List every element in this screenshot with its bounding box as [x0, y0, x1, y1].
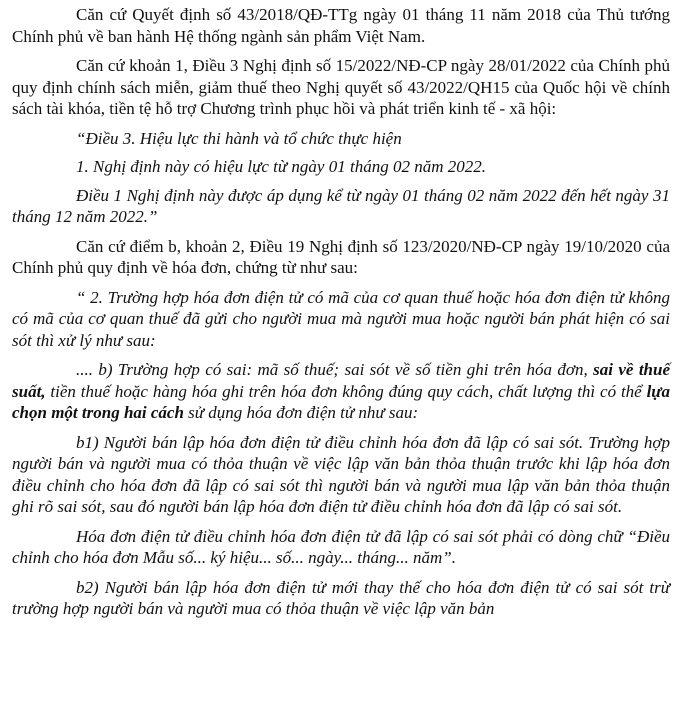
quote-adjustment-note: Hóa đơn điện tử điều chỉnh hóa đơn điện tử đã lập có sai sót phải có dòng chữ “Điều chỉnh cho hóa đơn Mẫu số... ký hiệu... số... ngày... tháng... năm”.	[12, 526, 670, 567]
paragraph-decree-123: Căn cứ điểm b, khoản 2, Điều 19 Nghị định số 123/2020/NĐ-CP ngày 19/10/2020 của Chính phủ quy định về hóa đơn, chứng từ như sau:	[12, 236, 670, 277]
paragraph-decree-15: Căn cứ khoản 1, Điều 3 Nghị định số 15/2022/NĐ-CP ngày 28/01/2022 của Chính phủ quy định chính sách miễn, giảm thuế theo Nghị quyết số 43/2022/QH15 của Quốc hội về chính sách tài khóa, tiền tệ hỗ trợ Chương trình phục hồi và phát triển kinh tế - xã hội:	[12, 56, 670, 118]
quote-point-b	[12, 359, 670, 424]
point-b-text-3: sử dụng hóa đơn điện tử như sau:	[183, 403, 419, 422]
point-b-text-1: .... b) Trường hợp có sai: mã số thuế; sai sót về số tiền ghi trên hóa đơn,	[76, 360, 594, 379]
highlight-two-options: lựa chọn một trong hai cách	[12, 381, 670, 422]
quote-article-3-heading: “Điều 3. Hiệu lực thi hành và tổ chức thực hiện	[76, 128, 402, 148]
highlight-tax-rate-error: sai về thuế suất,	[12, 360, 670, 401]
quote-article-3-clause-1: 1. Nghị định này có hiệu lực từ ngày 01 tháng 02 năm 2022.	[76, 157, 486, 176]
quote-clause-2: “ 2. Trường hợp hóa đơn điện tử có mã của cơ quan thuế hoặc hóa đơn điện tử không có mã của cơ quan thuế đã gửi cho người mua mà người mua hoặc người bán phát hiện có sai sót thì xử lý như sau:	[12, 287, 670, 350]
quote-point-b2: b2) Người bán lập hóa đơn điện tử mới thay thế cho hóa đơn điện tử có sai sót trừ trường hợp người bán và người mua có thỏa thuận về việc lập văn bản	[12, 577, 670, 618]
point-b-text-2: tiền thuế hoặc hàng hóa ghi trên hóa đơn không đúng quy cách, chất lượng thì có thể	[45, 381, 647, 401]
quote-article-3-clause-1-detail: Điều 1 Nghị định này được áp dụng kể từ ngày 01 tháng 02 năm 2022 đến hết ngày 31 tháng 12 năm 2022.”	[12, 185, 670, 226]
paragraph-decision-43: Căn cứ Quyết định số 43/2018/QĐ-TTg ngày 01 tháng 11 năm 2018 của Thủ tướng Chính phủ về ban hành Hệ thống ngành sản phẩm Việt Nam.	[12, 5, 670, 46]
quote-point-b1: b1) Người bán lập hóa đơn điện tử điều chỉnh hóa đơn đã lập có sai sót. Trường hợp người bán và người mua có thỏa thuận về việc lập văn bản thỏa thuận trước khi lập hóa đơn điều chỉnh cho hóa đơn đã lập có sai sót thì người bán và người mua lập văn bản thỏa thuận ghi rõ sai sót, sau đó người bán lập hóa đơn điện tử điều chỉnh hóa đơn đã lập có sai sót.	[12, 432, 670, 516]
